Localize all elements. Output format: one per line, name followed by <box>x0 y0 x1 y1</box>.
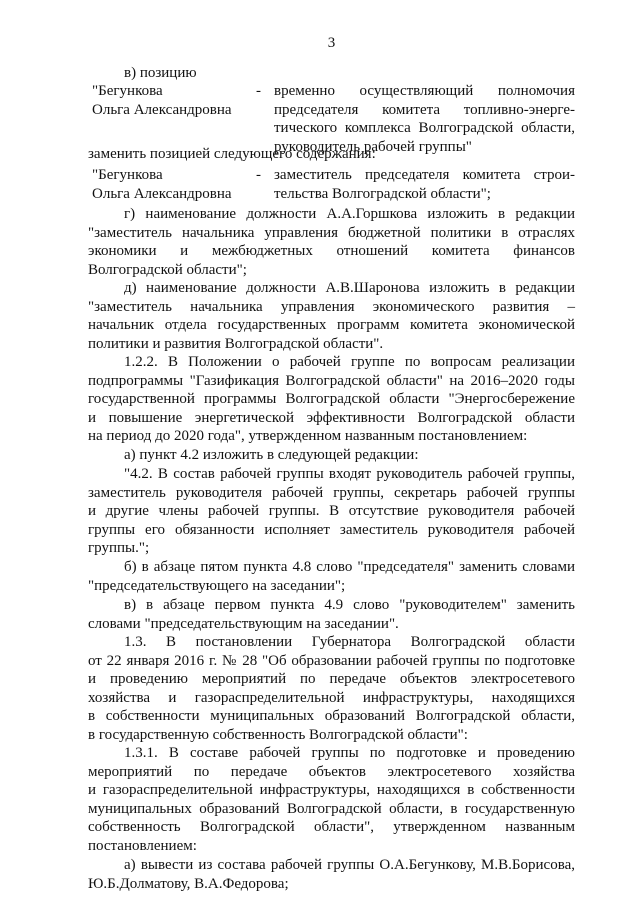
item-d: д) наименование должности А.В.Шаронова изложить в редакции "заместитель начальника управления экономического развития – начальник отдела государственных программ комитета экономической политики и развития Волгоградской области". <box>88 280 575 352</box>
new-position-dash: - <box>256 167 261 183</box>
old-position-name: "Бегункова Ольга Александровна <box>92 83 232 118</box>
new-position-name: "Бегункова Ольга Александровна <box>92 167 232 202</box>
page-number: 3 <box>327 35 336 51</box>
new-position-description: заместитель председателя комитета строи- тельства Волгоградской области"; <box>274 167 575 202</box>
item-g: г) наименование должности А.А.Горшкова изложить в редакции "заместитель начальника управления бюджетной политики в отраслях экономики и межбюджетных отношений комитета финансов Волгоградской области"; <box>88 206 575 278</box>
old-position-dash: - <box>256 83 261 99</box>
old-position-description: временно осуществляющий полномочия председателя комитета топливно-энерге- тического комплекса Волгоградской области, руководитель рабочей группы" <box>274 83 575 155</box>
section-1-2-2: 1.2.2. В Положении о рабочей группе по вопросам реализации подпрограммы "Газификация Волгоградской области" на 2016–2020 годы государственной программы Волгоградской области "Энергосбережение и повышение энергетической эффективности Волгоградской области на период до 2020 года", утвержденном названным постановлением: <box>88 354 575 445</box>
item-a-remove-members: а) вывести из состава рабочей группы О.А.Бегункову, М.В.Борисова, Ю.Б.Долматову, В.А.Федорова; <box>88 857 575 892</box>
section-1-3-1: 1.3.1. В составе рабочей группы по подготовке и проведению мероприятий по передаче объектов электросетевого хозяйства и газораспределительной инфраструктуры, находящихся в собственности муниципальных образований Волгоградской области, в государственную собственность Волгоградской области", утвержденном названным постановлением: <box>88 745 575 854</box>
quote-4-2: "4.2. В состав рабочей группы входят руководитель рабочей группы, заместитель руководителя рабочей группы, секретарь рабочей группы и другие члены рабочей группы. В отсутствие руководителя рабочей группы его обязанности исполняет заместитель руководителя рабочей группы."; <box>88 466 575 557</box>
section-1-3: 1.3. В постановлении Губернатора Волгоградской области от 22 января 2016 г. № 28 "Об образовании рабочей группы по подготовке и проведению мероприятий по передаче объектов электросетевого хозяйства и газораспределительной инфраструктуры, находящихся в собственности муниципальных образований Волгоградской области, в государственную собственность Волгоградской области": <box>88 634 575 743</box>
item-b: б) в абзаце пятом пункта 4.8 слово "председателя" заменить словами "председательствующего на заседании"; <box>88 559 575 594</box>
item-v-4-9: в) в абзаце первом пункта 4.9 слово "руководителем" заменить словами "председательствующим на заседании". <box>88 597 575 632</box>
item-v-heading: в) позицию <box>124 65 197 81</box>
item-a-point-4-2: а) пункт 4.2 изложить в следующей редакции: <box>124 447 419 463</box>
replace-instruction: заменить позицией следующего содержания: <box>88 146 376 162</box>
